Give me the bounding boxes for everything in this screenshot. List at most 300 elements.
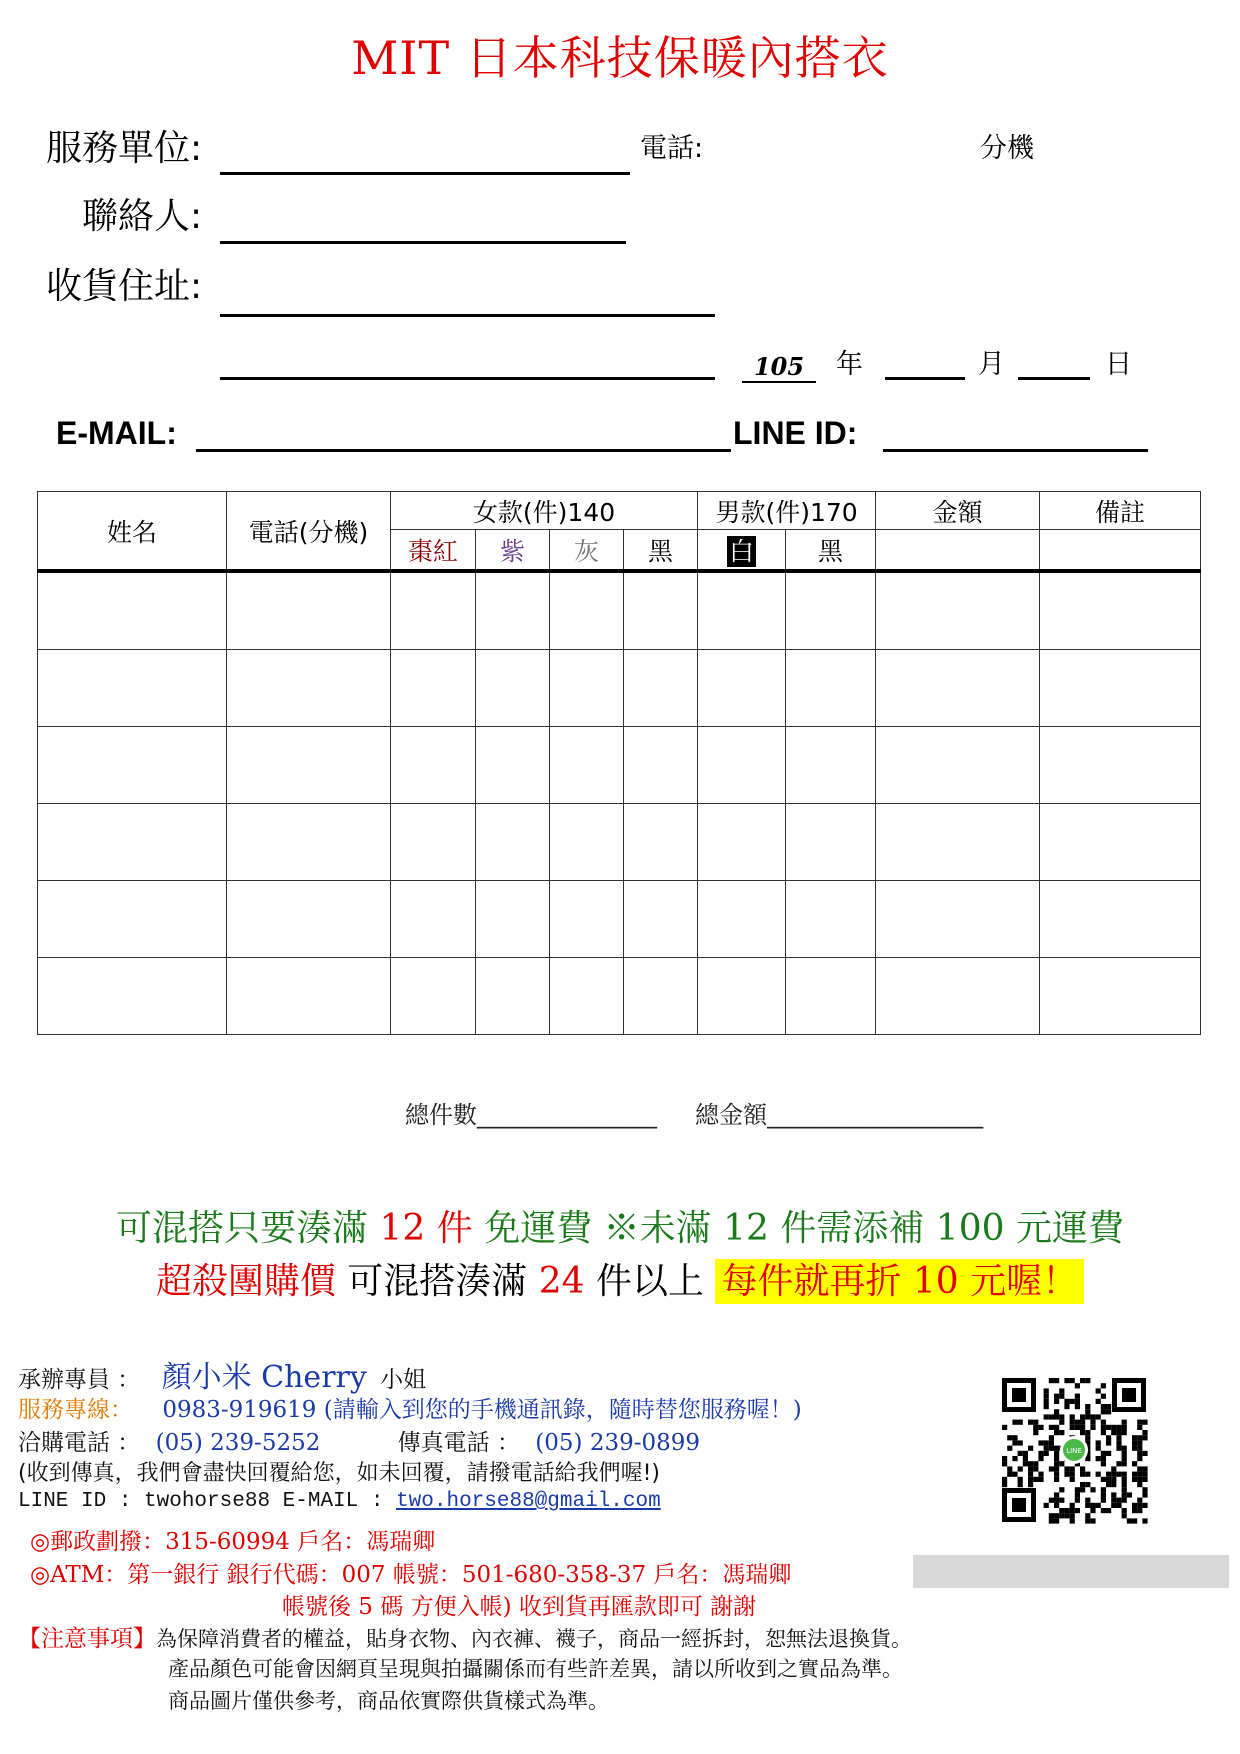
qr-module [1085,1430,1090,1435]
qr-module [1059,1461,1064,1466]
qr-module [1132,1472,1137,1477]
agent-row [18,1352,426,1396]
order-cell[interactable] [1040,804,1201,881]
qr-module [1101,1477,1106,1482]
order-cell[interactable] [786,804,876,881]
qr-module [1142,1492,1147,1497]
contact-email-link[interactable]: two.horse88@gmail.com [396,1490,661,1513]
qr-module [1106,1409,1111,1414]
order-cell[interactable] [1040,881,1201,958]
notice-line-1: 為保障消費者的權益，貼身衣物、內衣褲、襪子，商品一經拆封，恕無法退換貨。 [156,1627,912,1651]
qr-module [1038,1451,1043,1456]
qr-module [1085,1378,1090,1383]
qr-module [1080,1466,1085,1471]
table-row [38,958,1201,1035]
order-cell[interactable] [391,958,476,1035]
qr-module [1132,1477,1137,1482]
qr-module [1122,1451,1127,1456]
ext-label: 分機 [980,133,1034,164]
qr-module [1059,1498,1064,1503]
qr-module [1070,1508,1075,1513]
qr-module [1122,1446,1127,1451]
order-cell[interactable] [624,727,698,804]
qr-module [1080,1487,1085,1492]
total-amount-label: 總金額 [695,1101,768,1129]
color-women-maroon: 棗紅 [391,530,476,572]
qr-module [1070,1425,1075,1430]
page-title: MIT 日本科技保暖內搭衣 [351,31,889,85]
qr-module [1054,1425,1059,1430]
qr-module [1111,1425,1116,1430]
total-qty-label: 總件數 [405,1101,477,1129]
qr-module [1064,1399,1069,1404]
order-cell[interactable] [391,727,476,804]
order-cell[interactable] [624,804,698,881]
total-amount-field[interactable]: __________________ [767,1101,984,1129]
qr-module [1054,1378,1059,1383]
order-cell[interactable] [476,650,550,727]
order-cell[interactable] [624,571,698,650]
qr-module [1049,1440,1054,1445]
qr-module [1116,1472,1121,1477]
qr-module [1116,1430,1121,1435]
qr-module [1106,1425,1111,1430]
qr-module [1085,1518,1090,1523]
qr-module [1111,1498,1116,1503]
qr-module [1122,1461,1127,1466]
qr-module [1018,1482,1023,1487]
qr-module [1054,1451,1059,1456]
qr-module [1142,1430,1147,1435]
qr-module [1080,1414,1085,1419]
qr-module [1033,1477,1038,1482]
qr-module [1012,1440,1017,1445]
fax-value: (05) 239-0899 [535,1430,701,1456]
order-cell[interactable] [227,727,391,804]
order-cell[interactable] [624,650,698,727]
color-men-white-label: 白 [729,536,755,566]
service-label: 服務專線： [18,1397,133,1423]
qr-module [1075,1383,1080,1388]
qr-module [1070,1513,1075,1518]
unit-field-line[interactable] [220,172,630,175]
color-men-white [698,530,786,572]
order-cell[interactable] [786,650,876,727]
qr-module [1054,1461,1059,1466]
order-cell[interactable] [698,571,786,650]
qr-module [1101,1461,1106,1466]
qr-module [1106,1477,1111,1482]
total-qty-field[interactable]: _______________ [477,1101,657,1129]
qr-module [1085,1404,1090,1409]
qr-module [1007,1435,1012,1440]
qr-module [1080,1420,1085,1425]
qr-module [1044,1440,1049,1445]
qr-module [1012,1435,1017,1440]
order-cell[interactable] [698,881,786,958]
color-women-purple: 紫 [476,530,550,572]
table-row [38,727,1201,804]
order-cell[interactable] [38,958,227,1035]
order-cell[interactable] [38,727,227,804]
lineid-label: LINE ID: [733,415,858,451]
order-cell[interactable] [624,958,698,1035]
order-cell[interactable] [876,650,1040,727]
qr-module [1096,1446,1101,1451]
order-cell[interactable] [476,804,550,881]
line-qr-code-icon[interactable] [1000,1376,1148,1524]
qr-module [1101,1508,1106,1513]
order-cell[interactable] [550,804,624,881]
qr-module [1085,1482,1090,1487]
table-row [38,804,1201,881]
qr-module [1070,1472,1075,1477]
qr-module [1002,1477,1007,1482]
qr-module [1049,1425,1054,1430]
order-cell[interactable] [227,881,391,958]
qr-module [1054,1399,1059,1404]
qr-module [1096,1440,1101,1445]
qr-module [1142,1472,1147,1477]
qr-module [1049,1466,1054,1471]
qr-module [1101,1498,1106,1503]
qr-module [1080,1430,1085,1435]
qr-module [1064,1404,1069,1409]
qr-module [1075,1394,1080,1399]
promo2-part-d: 件以上 [584,1261,716,1302]
qr-module [1142,1451,1147,1456]
agent-suffix: 小姐 [380,1367,427,1393]
qr-module [1023,1451,1028,1456]
qr-module [1018,1440,1023,1445]
qr-module [1070,1518,1075,1523]
qr-module [1049,1378,1054,1383]
qr-module [1080,1482,1085,1487]
qr-module [1106,1451,1111,1456]
order-cell[interactable] [476,881,550,958]
qr-module [1101,1430,1106,1435]
order-cell[interactable] [1040,650,1201,727]
qr-module [1085,1513,1090,1518]
qr-module [1070,1420,1075,1425]
order-cell[interactable] [227,571,391,650]
qr-module [1122,1498,1127,1503]
order-cell[interactable] [1040,958,1201,1035]
qr-module [1018,1451,1023,1456]
qr-module [1044,1399,1049,1404]
qr-module [1038,1472,1043,1477]
postal-info: ◎郵政劃撥：315-60994 戶名：馮瑞卿 [30,1529,436,1555]
qr-module [1137,1456,1142,1461]
qr-module [1075,1492,1080,1497]
qr-module [1033,1430,1038,1435]
qr-module [1038,1456,1043,1461]
order-cell[interactable] [698,727,786,804]
qr-module [1137,1482,1142,1487]
order-cell[interactable] [391,881,476,958]
order-cell[interactable] [550,650,624,727]
order-cell[interactable] [38,804,227,881]
qr-module [1106,1472,1111,1477]
qr-module [1127,1518,1132,1523]
promo2-highlight: 每件就再折 10 元喔！ [715,1259,1084,1304]
qr-module [1064,1378,1069,1383]
order-cell[interactable] [550,958,624,1035]
qr-module [1101,1420,1106,1425]
qr-module [1142,1503,1147,1508]
address-label: 收貨住址: [46,266,203,307]
col-header-amount: 金額 [876,492,1040,530]
qr-module [1122,1492,1127,1497]
order-cell[interactable] [1040,727,1201,804]
qr-module [1111,1477,1116,1482]
month-field-line[interactable] [885,377,965,380]
notice-line-2: 產品顏色可能會因網頁呈現與拍攝關係而有些許差異，請以所收到之實品為準。 [168,1657,903,1681]
day-field-line[interactable] [1018,377,1090,380]
year-label: 年 [836,349,863,380]
color-women-grey: 灰 [550,530,624,572]
qr-module [1096,1388,1101,1393]
order-cell[interactable] [476,727,550,804]
qr-module [1002,1425,1007,1430]
qr-module [1044,1404,1049,1409]
qr-module [1122,1430,1127,1435]
order-cell[interactable] [698,958,786,1035]
qr-module [1116,1446,1121,1451]
qr-module [1049,1513,1054,1518]
order-cell[interactable] [698,650,786,727]
qr-module [1116,1425,1121,1430]
qr-module [1028,1482,1033,1487]
qr-module [1054,1394,1059,1399]
order-cell[interactable] [624,881,698,958]
note-subheader-blank [1040,530,1201,572]
contact-lineid-label: LINE ID : twohorse88 E-MAIL : [18,1490,397,1513]
qr-module [1080,1472,1085,1477]
amount-subheader-blank [876,530,1040,572]
qr-module [1018,1477,1023,1482]
qr-module [1054,1492,1059,1497]
promo-line-1 [0,1200,1240,1251]
qr-module [1038,1477,1043,1482]
order-cell[interactable] [38,650,227,727]
contact-field-line[interactable] [220,241,626,244]
order-cell[interactable] [227,958,391,1035]
qr-module [1137,1498,1142,1503]
order-cell[interactable] [227,650,391,727]
qr-module [1054,1466,1059,1471]
fax-note: (收到傳真，我們會盡快回覆給您，如未回覆，請撥電話給我們喔!) [18,1461,660,1486]
qr-module [1075,1487,1080,1492]
qr-module [1090,1518,1095,1523]
qr-module [1132,1435,1137,1440]
order-body [38,571,1201,1035]
qr-module [1080,1378,1085,1383]
qr-module [1007,1466,1012,1471]
qr-module [1132,1440,1137,1445]
lineid-field-line[interactable] [883,449,1148,452]
order-cell[interactable] [786,958,876,1035]
qr-module [1111,1492,1116,1497]
order-cell[interactable] [876,881,1040,958]
table-row [38,881,1201,958]
promo1-part-b: 12 件 [379,1208,473,1249]
qr-module [1122,1482,1127,1487]
order-cell[interactable] [698,804,786,881]
order-cell[interactable] [38,571,227,650]
order-cell[interactable] [550,727,624,804]
order-cell[interactable] [786,727,876,804]
qr-module [1127,1492,1132,1497]
qr-module [1116,1461,1121,1466]
qr-module [1012,1456,1017,1461]
qr-module [1059,1508,1064,1513]
qr-module [1044,1451,1049,1456]
order-cell[interactable] [550,881,624,958]
qr-module [1064,1472,1069,1477]
qr-module [1075,1420,1080,1425]
qr-module [1059,1394,1064,1399]
col-header-note: 備註 [1040,492,1201,530]
qr-module [1142,1466,1147,1471]
table-row [38,650,1201,727]
promo1-part-a: 可混搭只要湊滿 [116,1208,380,1249]
qr-module [1044,1503,1049,1508]
order-cell[interactable] [1040,571,1201,650]
order-cell[interactable] [391,571,476,650]
col-header-name: 姓名 [38,492,227,572]
qr-module [1085,1435,1090,1440]
qr-module [1044,1446,1049,1451]
qr-module [1054,1446,1059,1451]
qr-module [1075,1508,1080,1513]
qr-module [1101,1456,1106,1461]
email-label: E-MAIL: [56,415,177,451]
qr-module [1122,1513,1127,1518]
qr-module [1101,1383,1106,1388]
order-cell[interactable] [876,571,1040,650]
qr-module [1111,1482,1116,1487]
qr-module [1059,1414,1064,1419]
qr-module [1132,1461,1137,1466]
year-value[interactable]: 105 [742,352,816,383]
fax-label: 傳真電話 ： [397,1430,520,1456]
qr-module [1132,1446,1137,1451]
qr-module [1090,1425,1095,1430]
qr-module [1101,1394,1106,1399]
qr-module [1007,1472,1012,1477]
qr-module [1018,1420,1023,1425]
order-cell[interactable] [391,804,476,881]
qr-module [1070,1378,1075,1383]
qr-module [1122,1472,1127,1477]
qr-module [1090,1414,1095,1419]
order-cell[interactable] [876,958,1040,1035]
qr-module [1116,1440,1121,1445]
qr-module [1106,1508,1111,1513]
qr-center-label: LINE [1066,1447,1082,1455]
address-field-line-1[interactable] [220,314,715,317]
qr-module [1049,1435,1054,1440]
qr-module [1111,1466,1116,1471]
qr-module [1028,1466,1033,1471]
order-cell[interactable] [476,571,550,650]
qr-module [1028,1477,1033,1482]
qr-module [1028,1461,1033,1466]
qr-module [1023,1461,1028,1466]
qr-module [1054,1456,1059,1461]
qr-module [1064,1508,1069,1513]
qr-module [1106,1482,1111,1487]
qr-module [1142,1420,1147,1425]
qr-module [1096,1472,1101,1477]
order-cell[interactable] [550,571,624,650]
order-cell[interactable] [38,881,227,958]
qr-module [1137,1440,1142,1445]
qr-module [1044,1394,1049,1399]
order-cell[interactable] [786,571,876,650]
order-cell[interactable] [876,804,1040,881]
qr-module [1101,1451,1106,1456]
qr-module [1122,1508,1127,1513]
service-value: 0983-919619 (請輸入到您的手機通訊錄，隨時替您服務喔！) [162,1397,802,1423]
qr-module [1096,1503,1101,1508]
qr-module [1080,1425,1085,1430]
qr-module [1096,1456,1101,1461]
promo2-part-b: 可混搭湊滿 [335,1261,539,1302]
order-cell[interactable] [476,958,550,1035]
qr-module [1044,1388,1049,1393]
order-cell[interactable] [876,727,1040,804]
qr-module [1096,1414,1101,1419]
notice-row [18,1620,912,1653]
qr-module [1028,1446,1033,1451]
qr-module [1049,1414,1054,1419]
qr-module [1137,1466,1142,1471]
qr-module [1137,1451,1142,1456]
qr-module [1122,1425,1127,1430]
address-field-line-2[interactable] [220,377,715,380]
qr-module [1122,1420,1127,1425]
qr-module [1044,1414,1049,1419]
color-men-black: 黑 [786,530,876,572]
qr-module [1023,1456,1028,1461]
qr-module [1101,1492,1106,1497]
qr-module [1070,1466,1075,1471]
qr-module [1137,1508,1142,1513]
qr-module [1122,1487,1127,1492]
qr-module [1002,1461,1007,1466]
order-cell[interactable] [227,804,391,881]
qr-module [1002,1482,1007,1487]
qr-module [1090,1508,1095,1513]
qr-module [1075,1399,1080,1404]
qr-module [1137,1420,1142,1425]
order-cell[interactable] [786,881,876,958]
qr-module [1116,1503,1121,1508]
qr-module [1070,1399,1075,1404]
qr-module [1106,1440,1111,1445]
qr-module [1059,1513,1064,1518]
qr-module [1012,1420,1017,1425]
promo2-part-a: 超殺團購價 [155,1261,336,1302]
qr-module [1142,1435,1147,1440]
email-field-line[interactable] [196,449,731,452]
qr-module [1111,1430,1116,1435]
qr-module [1137,1446,1142,1451]
qr-module [1106,1404,1111,1409]
order-cell[interactable] [391,650,476,727]
